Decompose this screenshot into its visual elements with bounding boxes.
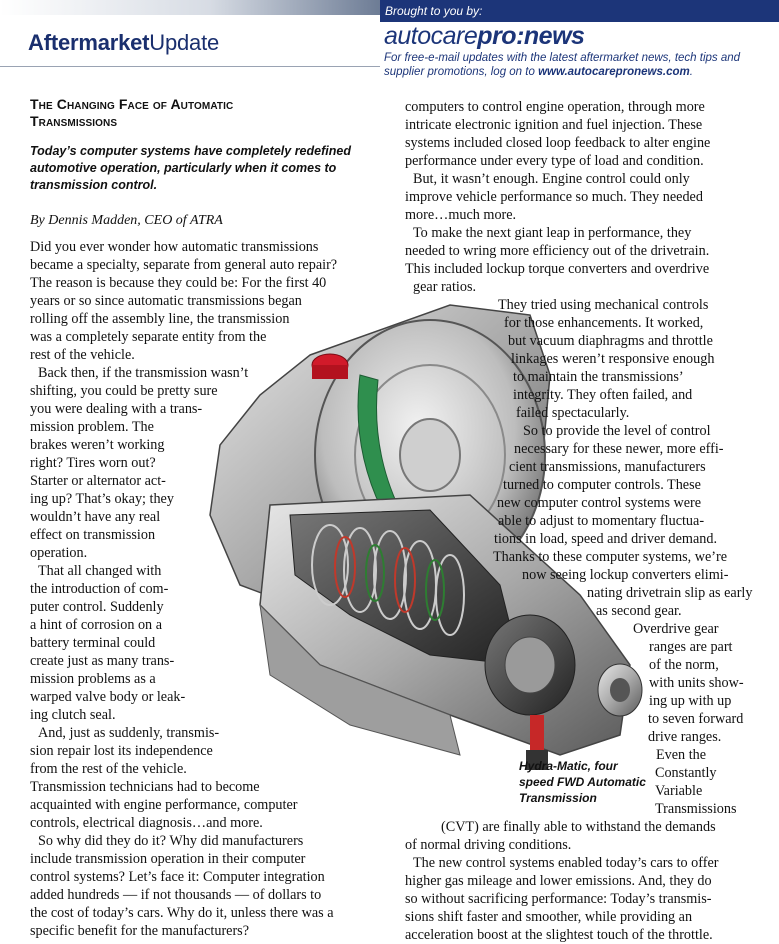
article-byline: By Dennis Madden, CEO of ATRA [30,213,223,228]
body-text-line: mission problem. The [30,419,154,435]
body-text-line: rolling off the assembly line, the transmission [30,311,290,327]
section-title [28,30,219,56]
body-text-line: acquainted with engine performance, computer [30,797,298,813]
body-text-line: integrity. They often failed, and [513,387,693,403]
body-text-line: to seven forward [648,711,744,727]
body-text-line: for those enhancements. It worked, [504,315,704,331]
body-text-line: include transmission operation in their computer [30,851,306,867]
body-text-line: computers to control engine operation, through more [405,99,705,115]
body-text-line: of normal driving conditions. [405,837,572,853]
body-text-line: Back then, if the transmission wasn’t [38,365,249,381]
body-text-line: To make the next giant leap in performance, they [413,225,692,241]
body-text-line: drive ranges. [648,729,722,745]
body-text-line: improve vehicle performance so much. They needed [405,189,703,205]
body-text-line: control systems? Let’s face it: Computer integration [30,869,325,885]
body-text-line: Overdrive gear [633,621,719,637]
body-text-line: was a completely separate entity from the [30,329,267,345]
body-text-line: (CVT) are finally able to withstand the demands [441,819,716,835]
body-text-line: with units show- [649,675,744,691]
body-text-line: as second gear. [596,603,682,619]
body-text-line: wouldn’t have any real [30,509,161,525]
body-text-line: Did you ever wonder how automatic transmissions [30,239,319,255]
body-text-line: to maintain the transmissions’ [513,369,684,385]
body-text-line: you were dealing with a trans- [30,401,203,417]
body-text-line: became a specialty, separate from general auto repair? [30,257,338,273]
body-text-line: performance under every type of load and condition. [405,153,704,169]
body-text-line: controls, electrical diagnosis…and more. [30,815,263,831]
body-text-line: from the rest of the vehicle. [30,761,187,777]
body-text-line: higher gas mileage and lower emissions. And, they do [405,873,712,889]
section-title-light: Update [149,30,220,55]
body-text-line: sion repair lost its independence [30,743,213,759]
body-text-line: Starter or alternator act- [30,473,166,489]
article-headline: The Changing Face of Automatic Transmissions [30,96,234,129]
body-text-line: warped valve body or leak- [30,689,186,705]
photo-caption: Hydra-Matic, four speed FWD Automatic Transmission [519,759,646,805]
section-header [0,0,380,70]
body-text-line: able to adjust to momentary fluctua- [498,513,705,529]
body-text-line: more…much more. [405,207,517,223]
body-text-line: The reason is because they could be: For the first 40 [30,275,327,291]
header-gradient-bar [0,0,380,15]
body-text-line: new computer control systems were [497,495,702,511]
body-text-line: but vacuum diaphragms and throttle [508,333,713,349]
body-text-line: The new control systems enabled today’s cars to offer [413,855,719,871]
body-text-line: the introduction of com- [30,581,169,597]
promo-text: For free-e-mail updates with the latest aftermarket news, tech tips and supplier promotions, log on to www.autocarepronews.com. [384,52,741,78]
body-text-line: added hundreds — if not thousands — of dollars to [30,887,322,903]
body-text-line: necessary for these newer, more effi- [514,441,724,457]
body-text-line: shifting, you could be pretty sure [30,383,218,399]
body-text-line: ranges are part [649,639,733,655]
body-text-line: effect on transmission [30,527,156,543]
body-text-line: Variable [655,783,703,799]
body-text-line: puter control. Suddenly [30,599,164,615]
body-text-line: so without sacrificing performance: Today’s transmis- [405,891,712,907]
body-text-line: operation. [30,545,88,561]
body-text-line: Thanks to these computer systems, we’re [493,549,728,565]
body-text-line: now seeing lockup converters elimi- [522,567,729,583]
body-text-line: specific benefit for the manufacturers? [30,923,250,939]
section-title-bold: Aftermarket [28,30,150,55]
body-text-line: But, it wasn’t enough. Engine control could only [413,171,690,187]
body-text-line: linkages weren’t responsive enough [511,351,715,367]
body-text-line: rest of the vehicle. [30,347,135,363]
body-text-line: systems included closed loop feedback to alter engine [405,135,711,151]
body-text-line: nating drivetrain slip as early [587,585,753,601]
body-text-line: cient transmissions, manufacturers [509,459,706,475]
body-text-line: And, just as suddenly, transmis- [38,725,220,741]
article-deck: Today’s computer systems have completely redefined automotive operation, particularly when it comes to transmission control. [30,144,351,192]
header-rule [0,66,380,67]
body-text-line: a hint of corrosion on a [30,617,162,633]
body-text-line: of the norm, [649,657,719,673]
body-text-line: Transmission technicians had to become [30,779,260,795]
body-text-line: acceleration boost at the slightest touch of the throttle. [405,927,713,943]
body-text-line: ing up with up [649,693,732,709]
brought-to-you-text: Brought to you by: [385,4,483,18]
body-text-line: ing clutch seal. [30,707,116,723]
body-text-line: intricate electronic ignition and fuel injection. These [405,117,703,133]
body-text-line: failed spectacularly. [516,405,630,421]
body-text-line: mission problems as a [30,671,156,687]
body-text-line: Transmissions [655,801,737,817]
body-text-line: brakes weren’t working [30,437,165,453]
sponsor-banner [380,0,779,90]
body-text-line: So to provide the level of control [523,423,711,439]
body-text-line: So why did they do it? Why did manufacturers [38,833,304,849]
body-text-line: They tried using mechanical controls [498,297,709,313]
body-text-line: the cost of today’s cars. Why do it, unless there was a [30,905,334,921]
body-text-line: turned to computer controls. These [503,477,701,493]
body-text-line: create just as many trans- [30,653,175,669]
body-text-line: sions shift faster and smoother, while providing an [405,909,693,925]
body-text-line: needed to wring more efficiency out of the drivetrain. [405,243,710,259]
body-text-line: Constantly [655,765,717,781]
body-text-line: This included lockup torque converters and overdrive [405,261,710,277]
body-text-line: That all changed with [38,563,162,579]
autocarepro-news-logo: autocarepro:news [384,22,585,50]
body-text-line: gear ratios. [413,279,477,295]
body-text-line: years or so since automatic transmissions began [30,293,302,309]
body-text-line: Even the [656,747,707,763]
body-text-line: tions in load, speed and driver demand. [494,531,718,547]
promo-url-link[interactable]: www.autocarepronews.com [538,66,690,78]
body-text-line: ing up? That’s okay; they [30,491,174,507]
body-text-line: right? Tires worn out? [30,455,156,471]
body-text-line: battery terminal could [30,635,156,651]
